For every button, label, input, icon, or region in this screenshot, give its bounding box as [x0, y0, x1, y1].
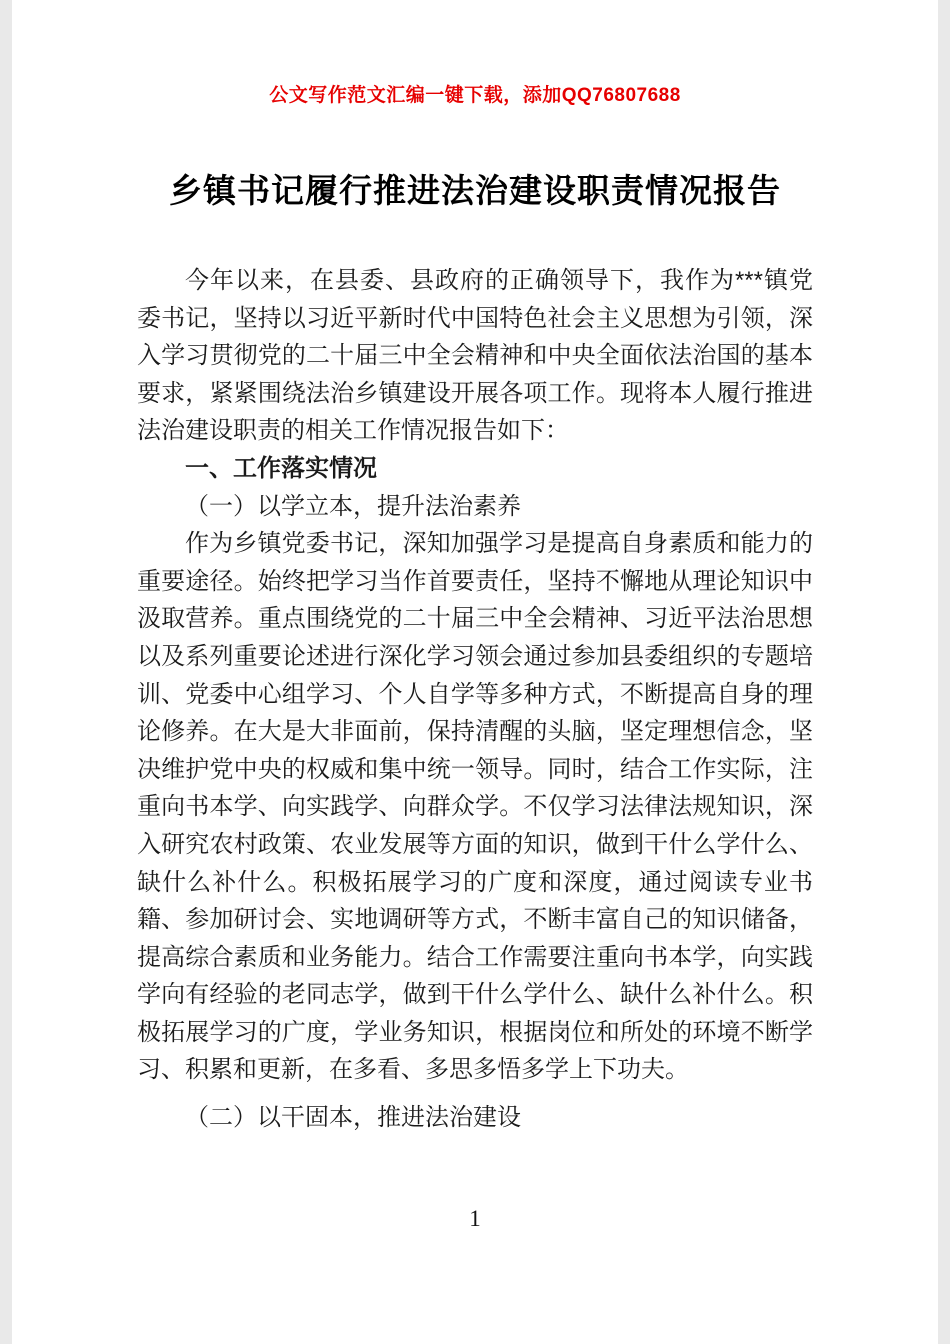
document-page: [12, 0, 938, 1344]
paragraph: 作为乡镇党委书记，深知加强学习是提高自身素质和能力的重要途径。始终把学习当作首要责任，坚持不懈地从理论知识中汲取营养。重点围绕党的二十届三中全会精神、习近平法治思想以及系列重要论述进行深化学习领会通过参加县委组织的专题培训、党委中心组学习、个人自学等多种方式，不断提高自身的理论修养。在大是大非面前，保持清醒的头脑，坚定理想信念，坚决维护党中央的权威和集中统一领导。同时，结合工作实际，注重向书本学、向实践学、向群众学。不仅学习法律法规知识，深入研究农村政策、农业发展等方面的知识，做到干什么学什么、缺什么补什么。积极拓展学习的广度和深度，通过阅读专业书籍、参加研讨会、实地调研等方式，不断丰富自己的知识储备，提高综合素质和业务能力。结合工作需要注重向书本学，向实践学向有经验的老同志学，做到干什么学什么、缺什么补什么。积极拓展学习的广度，学业务知识，根据岗位和所处的环境不断学习、积累和更新，在多看、多思多悟多学上下功夫。: [137, 530, 813, 1084]
paragraph: （二）以干固本，推进法治建设: [185, 1104, 521, 1132]
paragraph: 今年以来，在县委、县政府的正确领导下，我作为***镇党委书记，坚持以习近平新时代中国特色社会主义思想为引领，深入学习贯彻党的二十届三中全会精神和中央全面依法治国的基本要求，紧紧围绕法治乡镇建设开展各项工作。现将本人履行推进法治建设职责的相关工作情况报告如下：: [137, 267, 813, 445]
paragraph: （一）以学立本，提升法治素养: [185, 492, 521, 520]
paragraph: 一、工作落实情况: [185, 454, 377, 482]
document-body: [137, 262, 813, 1137]
header-notice: 公文写作范文汇编一键下载，添加QQ76807688: [269, 85, 681, 106]
page-number: 1: [469, 1206, 481, 1231]
document-title: 乡镇书记履行推进法治建设职责情况报告: [169, 172, 781, 209]
